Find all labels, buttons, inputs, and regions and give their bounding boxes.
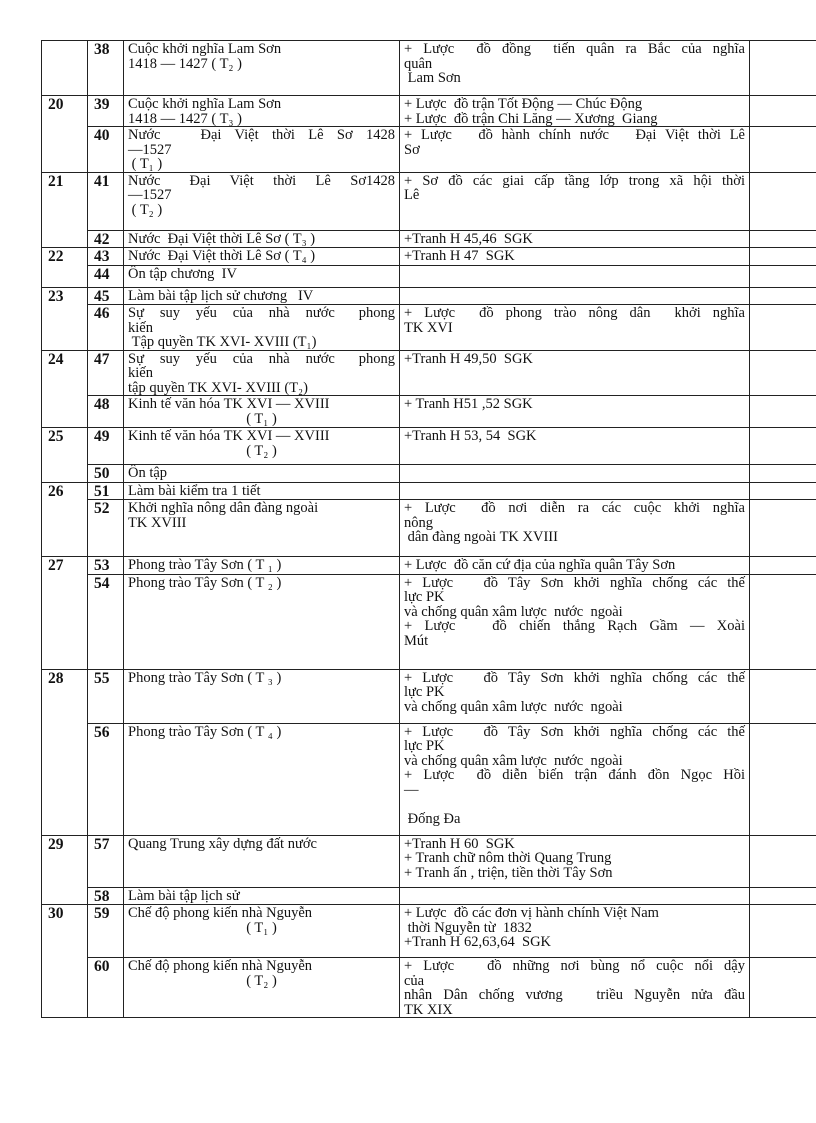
lesson-number-cell: 57 <box>88 835 124 887</box>
teaching-aids-cell <box>400 557 750 575</box>
week-cell: 20 <box>42 96 88 173</box>
content-line: Sự suy yếu của nhà nước phong <box>128 305 395 321</box>
content-line: ( T₂ ) <box>128 201 163 218</box>
lesson-number-cell: 52 <box>88 500 124 557</box>
content-line: ( T₂ ) <box>246 972 277 989</box>
aids-line: + Lược đồ đồng tiến quân ra Bắc của nghĩa <box>404 41 745 57</box>
notes-cell <box>750 835 816 887</box>
teaching-aids-cell <box>400 574 750 669</box>
lesson-number-cell: 48 <box>88 396 124 428</box>
lesson-number-cell: 60 <box>88 958 124 1018</box>
lesson-content-cell <box>124 669 400 723</box>
lesson-content-cell <box>124 723 400 835</box>
teaching-aids-cell <box>400 96 750 127</box>
table-row <box>42 41 816 96</box>
aids-line: và chống quân xâm lược nước ngoài <box>404 603 623 620</box>
lesson-number-cell: 44 <box>88 265 124 287</box>
aids-line: Lam Sơn <box>404 70 461 86</box>
lesson-number-cell: 40 <box>88 127 124 173</box>
notes-cell <box>750 127 816 173</box>
aids-line: Sơ <box>404 141 420 158</box>
teaching-aids-cell <box>400 500 750 557</box>
content-line: kiến <box>128 319 153 336</box>
table-row <box>42 248 816 266</box>
lesson-number-cell: 51 <box>88 482 124 500</box>
aids-line: + Sơ đồ các giai cấp tầng lớp trong xã hội thời <box>404 172 745 189</box>
teaching-aids-cell <box>400 723 750 835</box>
lesson-content-cell <box>124 230 400 248</box>
teaching-aids-cell <box>400 465 750 483</box>
table-row <box>42 723 816 835</box>
lesson-content-cell <box>124 574 400 669</box>
lesson-content-cell <box>124 41 400 96</box>
table-row <box>42 905 816 958</box>
lesson-content-cell <box>124 500 400 557</box>
lesson-content-cell <box>124 887 400 905</box>
table-row <box>42 574 816 669</box>
aids-line: +Tranh H 45,46 SGK <box>404 230 533 247</box>
notes-cell <box>750 172 816 230</box>
content-line: Phong trào Tây Sơn ( T ₃ ) <box>128 669 282 686</box>
aids-line: Đống Đa <box>404 810 461 827</box>
teaching-aids-cell <box>400 41 750 96</box>
lesson-number-cell: 53 <box>88 557 124 575</box>
content-line: Cuộc khởi nghĩa Lam Sơn <box>128 96 282 112</box>
content-line: Phong trào Tây Sơn ( T ₄ ) <box>128 723 282 740</box>
aids-line: +Tranh H 47 SGK <box>404 248 515 264</box>
aids-line: + Lược đồ các đơn vị hành chính Việt Nam <box>404 905 659 921</box>
aids-line: Lê <box>404 187 420 203</box>
content-line: Phong trào Tây Sơn ( T ₂ ) <box>128 574 282 591</box>
lesson-content-cell <box>124 958 400 1018</box>
notes-cell <box>750 557 816 575</box>
aids-line: và chống quân xâm lược nước ngoài <box>404 698 623 715</box>
table-row <box>42 887 816 905</box>
aids-line: + Lược đồ Tây Sơn khởi nghĩa chống các thế <box>404 723 745 740</box>
content-line: TK XVIII <box>128 514 187 531</box>
notes-cell <box>750 350 816 396</box>
table-row <box>42 230 816 248</box>
table-row <box>42 350 816 396</box>
teaching-aids-cell <box>400 350 750 396</box>
aids-line: của <box>404 972 425 989</box>
content-line: —1527 <box>128 187 172 203</box>
lesson-content-cell <box>124 350 400 396</box>
content-line: ( T₁ ) <box>128 156 163 172</box>
aids-line: quân <box>404 55 433 72</box>
week-cell: 28 <box>42 669 88 835</box>
aids-line: + Lược đồ căn cứ địa của nghĩa quân Tây Sơn <box>404 557 676 573</box>
content-line: —1527 <box>128 141 172 158</box>
table-row <box>42 958 816 1018</box>
teaching-aids-cell <box>400 835 750 887</box>
lesson-number-cell: 41 <box>88 172 124 230</box>
lesson-number-cell: 56 <box>88 723 124 835</box>
notes-cell <box>750 958 816 1018</box>
week-cell: 29 <box>42 835 88 905</box>
lesson-number-cell: 59 <box>88 905 124 958</box>
lesson-number-cell: 38 <box>88 41 124 96</box>
week-cell: 21 <box>42 172 88 248</box>
content-line: Ôn tập <box>128 465 168 481</box>
aids-line: và chống quân xâm lược nước ngoài <box>404 752 623 769</box>
lesson-number-cell: 46 <box>88 305 124 351</box>
teaching-aids-cell <box>400 287 750 305</box>
teaching-aids-cell <box>400 230 750 248</box>
lesson-content-cell <box>124 287 400 305</box>
week-cell: 25 <box>42 428 88 483</box>
aids-line: + Lược đồ chiến thắng Rạch Gầm — Xoài <box>404 618 745 634</box>
notes-cell <box>750 465 816 483</box>
aids-line: + Lược đồ Tây Sơn khởi nghĩa chống các thế <box>404 574 745 591</box>
aids-line: + Tranh ấn , triện, tiền thời Tây Sơn <box>404 864 613 881</box>
aids-line: + Lược đồ những nơi bùng nổ cuộc nổi dậy <box>404 958 745 974</box>
content-line: Chế độ phong kiến nhà Nguyễn <box>128 958 313 974</box>
content-line: Làm bài tập lịch sử <box>128 887 240 904</box>
lesson-content-cell <box>124 305 400 351</box>
aids-line: + Lược đồ nơi diễn ra các cuộc khởi nghĩa <box>404 500 745 516</box>
teaching-aids-cell <box>400 265 750 287</box>
aids-line: + Lược đồ trận Tốt Động — Chúc Động <box>404 96 643 112</box>
teaching-aids-cell <box>400 958 750 1018</box>
table-row <box>42 428 816 465</box>
notes-cell <box>750 887 816 905</box>
notes-cell <box>750 265 816 287</box>
aids-line: dân đàng ngoài TK XVIII <box>404 529 558 545</box>
content-line: Nước Đại Việt thời Lê Sơ 1428 <box>128 127 395 143</box>
table-row <box>42 127 816 173</box>
aids-line: TK XVI <box>404 319 453 336</box>
lesson-content-cell <box>124 127 400 173</box>
content-line: kiến <box>128 365 153 381</box>
content-line: 1418 — 1427 ( T₂ ) <box>128 55 242 72</box>
content-line: Làm bài tập lịch sử chương IV <box>128 287 314 304</box>
notes-cell <box>750 669 816 723</box>
table-row <box>42 465 816 483</box>
notes-cell <box>750 428 816 465</box>
teaching-aids-cell <box>400 887 750 905</box>
lesson-content-cell <box>124 396 400 428</box>
aids-line: thời Nguyễn từ 1832 <box>404 919 532 936</box>
content-line: Nước Đại Việt thời Lê Sơ ( T₃ ) <box>128 230 316 247</box>
notes-cell <box>750 305 816 351</box>
lesson-number-cell: 58 <box>88 887 124 905</box>
aids-line: nhân Dân chống vương triều Nguyễn nửa đầu <box>404 987 745 1003</box>
lesson-number-cell: 47 <box>88 350 124 396</box>
teaching-aids-cell <box>400 172 750 230</box>
content-line: Kinh tế văn hóa TK XVI — XVIII <box>128 428 330 444</box>
notes-cell <box>750 396 816 428</box>
week-cell: 26 <box>42 482 88 557</box>
lesson-number-cell: 39 <box>88 96 124 127</box>
content-line: Kinh tế văn hóa TK XVI — XVIII <box>128 396 330 412</box>
aids-line <box>404 797 745 812</box>
week-cell: 22 <box>42 248 88 288</box>
aids-line: — <box>404 781 419 798</box>
lesson-number-cell: 43 <box>88 248 124 266</box>
notes-cell <box>750 41 816 96</box>
content-line: Khởi nghĩa nông dân đàng ngoài <box>128 500 319 516</box>
notes-cell <box>750 905 816 958</box>
aids-line: TK XIX <box>404 1001 453 1018</box>
content-line: Phong trào Tây Sơn ( T ₁ ) <box>128 557 282 573</box>
document-page <box>41 40 816 1018</box>
lesson-number-cell: 54 <box>88 574 124 669</box>
week-cell: 27 <box>42 557 88 670</box>
content-line: Cuộc khởi nghĩa Lam Sơn <box>128 41 282 57</box>
aids-line: + Tranh H51 ,52 SGK <box>404 396 533 412</box>
teaching-aids-cell <box>400 396 750 428</box>
teaching-aids-cell <box>400 127 750 173</box>
lesson-content-cell <box>124 835 400 887</box>
table-row <box>42 482 816 500</box>
notes-cell <box>750 230 816 248</box>
lesson-number-cell: 49 <box>88 428 124 465</box>
content-line: ( T₁ ) <box>246 410 277 427</box>
table-row <box>42 396 816 428</box>
aids-line: + Tranh chữ nôm thời Quang Trung <box>404 850 612 866</box>
content-line: Tập quyền TK XVI- XVIII (T₁) <box>128 334 317 350</box>
table-row <box>42 287 816 305</box>
notes-cell <box>750 500 816 557</box>
lesson-schedule-table <box>41 40 816 1018</box>
aids-line: + Lược đồ hành chính nước Đại Việt thời Lê <box>404 127 745 143</box>
teaching-aids-cell <box>400 905 750 958</box>
aids-line: +Tranh H 60 SGK <box>404 835 515 852</box>
aids-line: +Tranh H 49,50 SGK <box>404 350 533 367</box>
table-row <box>42 835 816 887</box>
table-row <box>42 557 816 575</box>
lesson-content-cell <box>124 905 400 958</box>
content-line: Nước Đại Việt thời Lê Sơ ( T₄ ) <box>128 248 316 264</box>
notes-cell <box>750 96 816 127</box>
notes-cell <box>750 248 816 266</box>
teaching-aids-cell <box>400 669 750 723</box>
aids-line: + Lược đồ Tây Sơn khởi nghĩa chống các thế <box>404 669 745 686</box>
notes-cell <box>750 574 816 669</box>
table-row <box>42 172 816 230</box>
lesson-number-cell: 45 <box>88 287 124 305</box>
week-cell: 23 <box>42 287 88 350</box>
content-line: ( T₁ ) <box>246 919 277 936</box>
notes-cell <box>750 287 816 305</box>
lesson-content-cell <box>124 557 400 575</box>
lesson-content-cell <box>124 482 400 500</box>
content-line: tập quyền TK XVI- XVIII (T₂) <box>128 379 308 396</box>
aids-line: +Tranh H 53, 54 SGK <box>404 428 537 444</box>
aids-line: + Lược đồ phong trào nông dân khởi nghĩa <box>404 305 745 321</box>
lesson-number-cell: 42 <box>88 230 124 248</box>
table-row <box>42 669 816 723</box>
table-row <box>42 305 816 351</box>
aids-line: lực PK <box>404 738 445 754</box>
content-line: Nước Đại Việt thời Lê Sơ1428 <box>128 172 395 189</box>
content-line: Ôn tập chương IV <box>128 265 237 282</box>
aids-line: +Tranh H 62,63,64 SGK <box>404 934 552 950</box>
table-row <box>42 96 816 127</box>
aids-line: Mút <box>404 632 429 649</box>
aids-line: + Lược đồ diễn biến trận đánh đồn Ngọc Hồi <box>404 767 745 783</box>
aids-line: lực PK <box>404 684 445 700</box>
aids-line: nông <box>404 514 433 531</box>
lesson-content-cell <box>124 172 400 230</box>
content-line: Quang Trung xây dựng đất nước <box>128 835 317 852</box>
lesson-content-cell <box>124 248 400 266</box>
lesson-content-cell <box>124 265 400 287</box>
teaching-aids-cell <box>400 305 750 351</box>
content-line: Chế độ phong kiến nhà Nguyễn <box>128 905 313 921</box>
week-cell <box>42 41 88 96</box>
teaching-aids-cell <box>400 248 750 266</box>
content-line: Làm bài kiểm tra 1 tiết <box>128 482 261 499</box>
table-row <box>42 265 816 287</box>
teaching-aids-cell <box>400 428 750 465</box>
notes-cell <box>750 482 816 500</box>
lesson-content-cell <box>124 96 400 127</box>
aids-line: + Lược đồ trận Chi Lăng — Xương Giang <box>404 110 658 127</box>
week-cell: 30 <box>42 905 88 1018</box>
week-cell: 24 <box>42 350 88 428</box>
lesson-number-cell: 55 <box>88 669 124 723</box>
teaching-aids-cell <box>400 482 750 500</box>
aids-line: lực PK <box>404 589 445 605</box>
lesson-content-cell <box>124 465 400 483</box>
content-line: Sự suy yếu của nhà nước phong <box>128 350 395 367</box>
lesson-content-cell <box>124 428 400 465</box>
content-line: ( T₂ ) <box>246 442 277 459</box>
content-line: 1418 — 1427 ( T₃ ) <box>128 110 242 127</box>
notes-cell <box>750 723 816 835</box>
lesson-number-cell: 50 <box>88 465 124 483</box>
table-row <box>42 500 816 557</box>
